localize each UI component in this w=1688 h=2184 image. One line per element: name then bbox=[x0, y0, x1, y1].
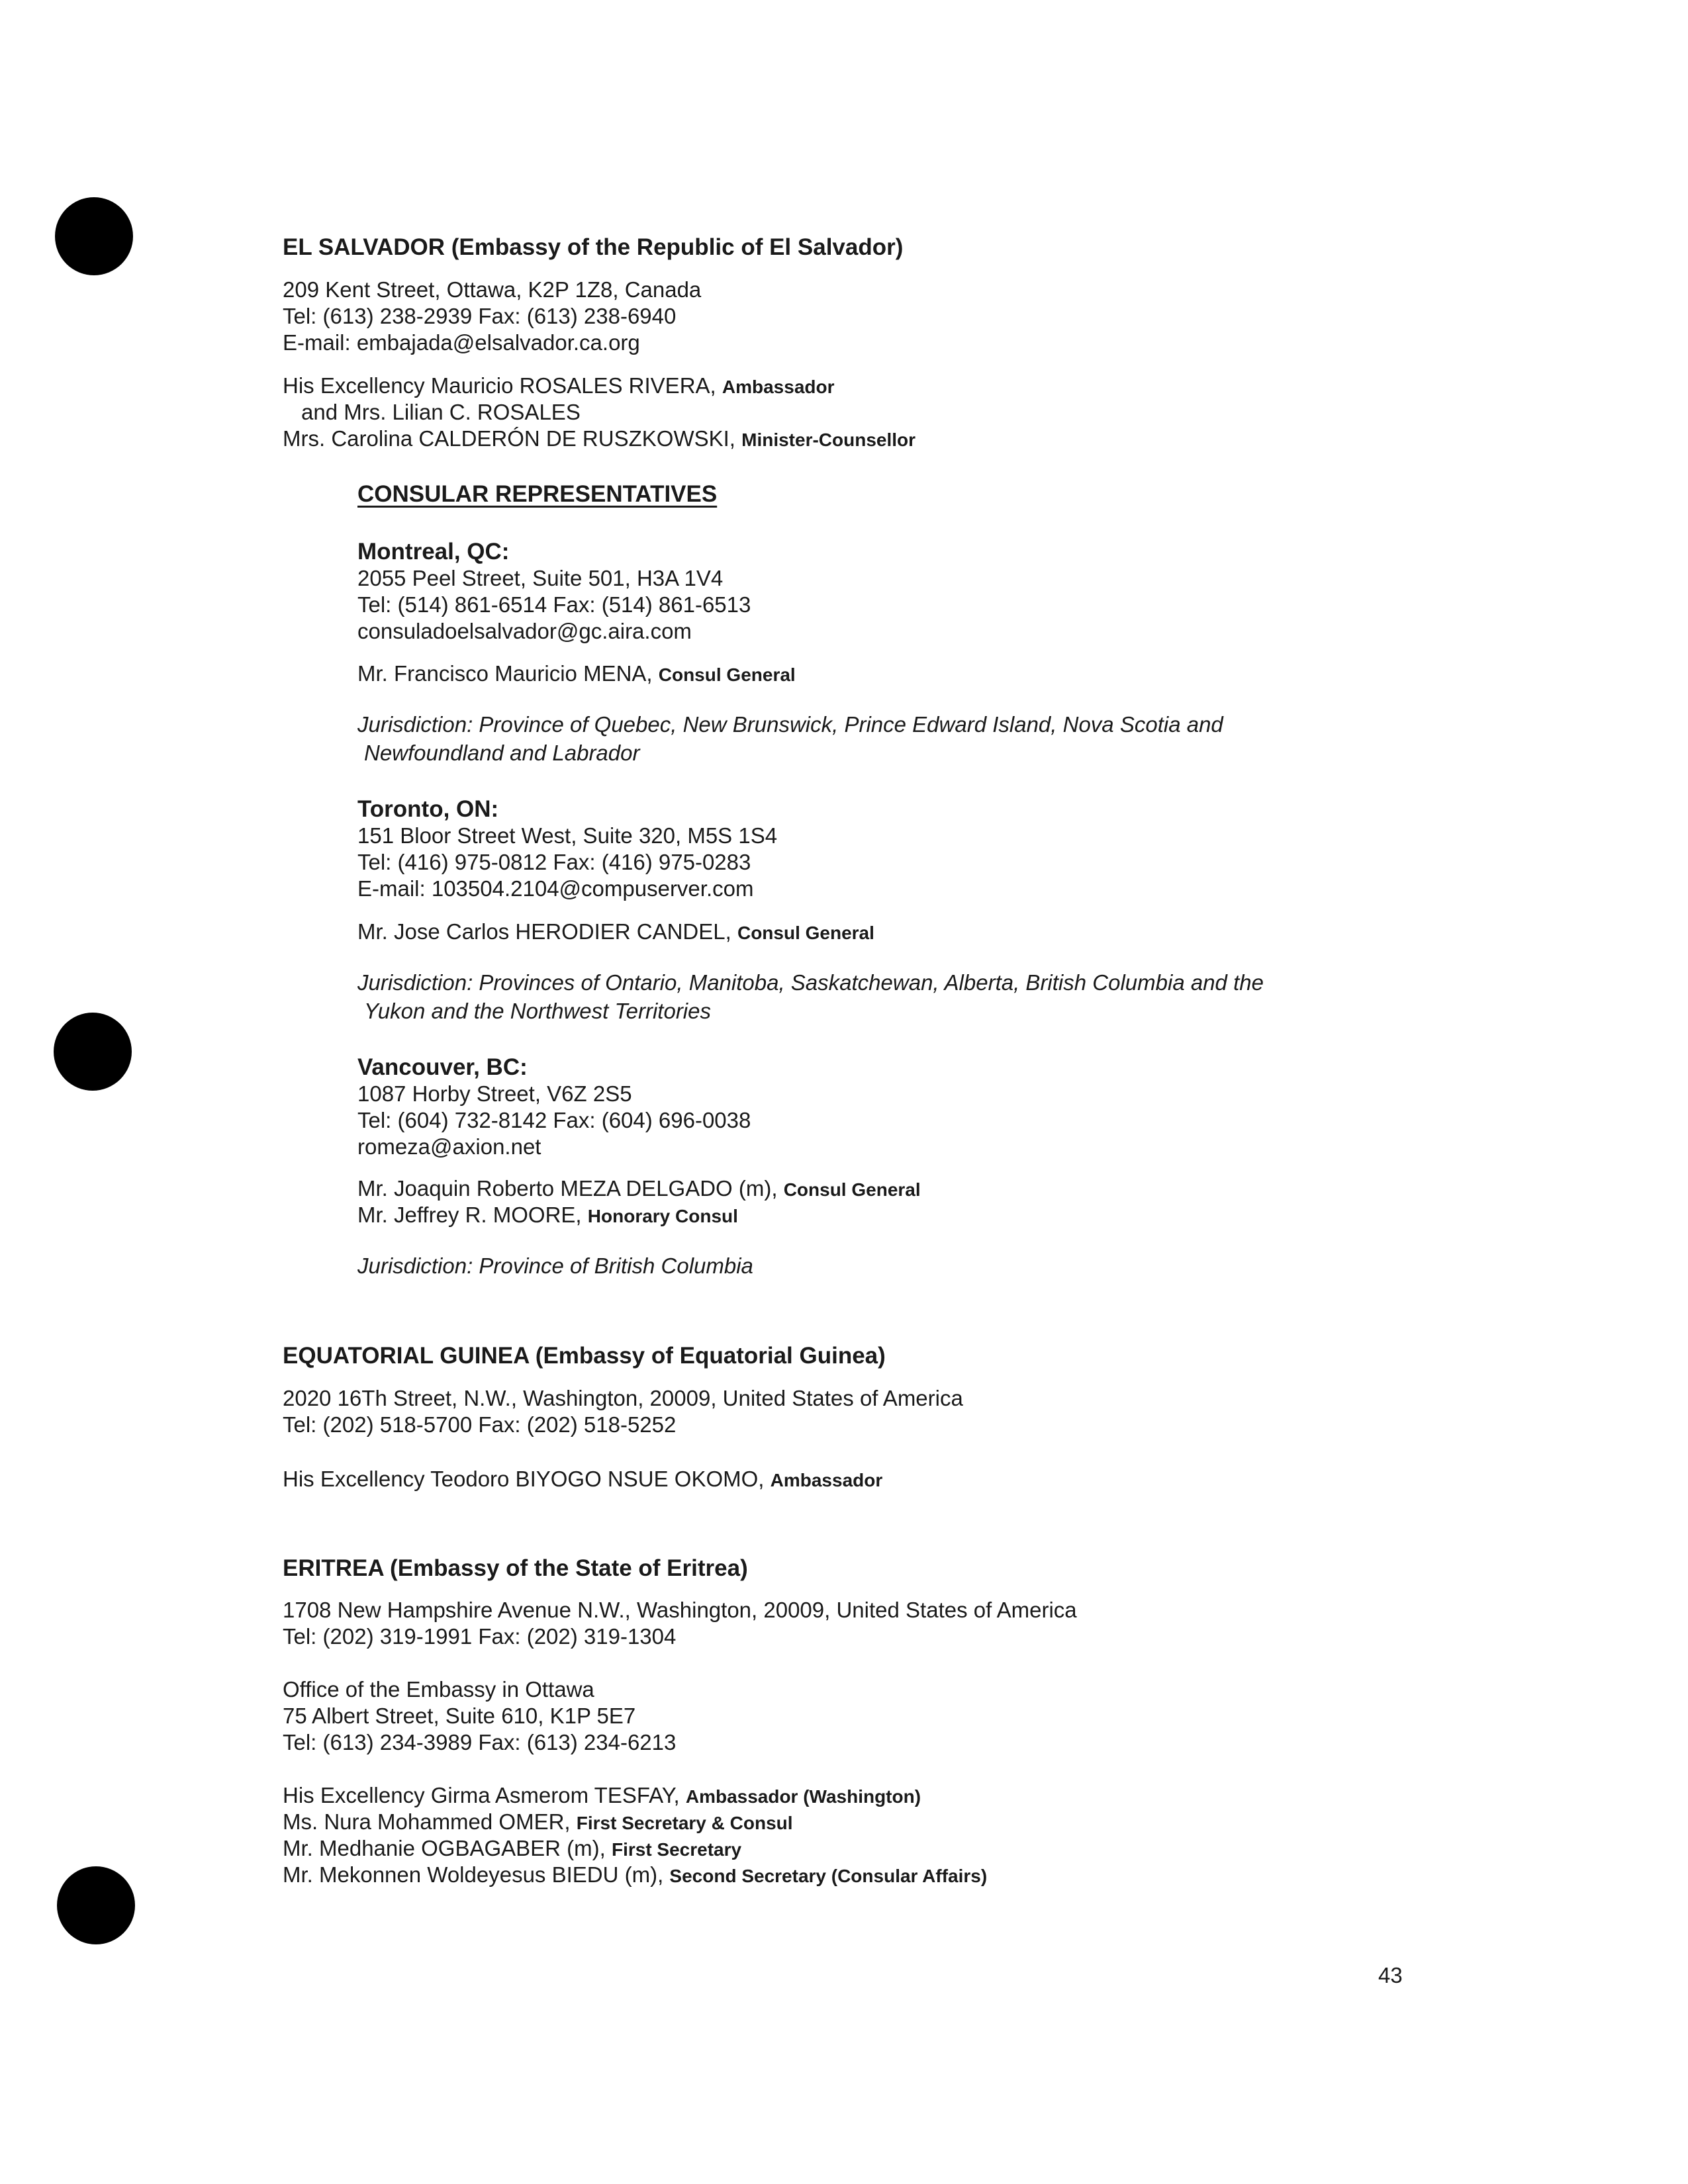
staff-line bbox=[357, 919, 874, 946]
eritrea-address: 1708 New Hampshire Avenue N.W., Washington, 20009, United States of America bbox=[283, 1598, 1077, 1622]
staff-name: His Excellency Teodoro BIYOGO NSUE OKOMO, bbox=[283, 1467, 771, 1491]
consulate-city: Montreal, QC: bbox=[357, 539, 510, 565]
staff-line bbox=[283, 373, 835, 400]
consular-representatives-heading: CONSULAR REPRESENTATIVES bbox=[357, 481, 718, 507]
consulate-tel: Tel: (604) 732-8142 Fax: (604) 696-0038 bbox=[357, 1108, 751, 1132]
staff-name: Mrs. Carolina CALDERÓN DE RUSZKOWSKI, bbox=[283, 426, 742, 451]
consulate-email: consuladoelsalvador@gc.aira.com bbox=[357, 619, 692, 643]
eritrea-tel: Tel: (202) 319-1991 Fax: (202) 319-1304 bbox=[283, 1624, 677, 1649]
staff-name: and Mrs. Lilian C. ROSALES bbox=[301, 400, 581, 424]
equatorial-guinea-tel: Tel: (202) 518-5700 Fax: (202) 518-5252 bbox=[283, 1412, 677, 1437]
staff-title: Ambassador bbox=[770, 1470, 883, 1490]
consulate-city: Vancouver, BC: bbox=[357, 1054, 528, 1080]
eritrea-office-tel: Tel: (613) 234-3989 Fax: (613) 234-6213 bbox=[283, 1730, 677, 1754]
consulate-address: 1087 Horby Street, V6Z 2S5 bbox=[357, 1081, 632, 1106]
staff-title: Consul General bbox=[658, 664, 796, 685]
staff-title: First Secretary & Consul bbox=[576, 1813, 793, 1833]
staff-line bbox=[357, 660, 796, 688]
staff-name: Ms. Nura Mohammed OMER, bbox=[283, 1809, 577, 1834]
staff-title: Honorary Consul bbox=[587, 1206, 738, 1226]
page-number: 43 bbox=[1378, 1963, 1403, 1987]
staff-line bbox=[283, 1809, 793, 1837]
staff-line bbox=[283, 1862, 987, 1889]
consulate-email: romeza@axion.net bbox=[357, 1134, 541, 1159]
staff-name: His Excellency Mauricio ROSALES RIVERA, bbox=[283, 373, 722, 398]
staff-title: Ambassador bbox=[722, 377, 835, 397]
staff-line bbox=[357, 1202, 738, 1230]
el-salvador-email: E-mail: embajada@elsalvador.ca.org bbox=[283, 330, 640, 355]
consulate-address: 151 Bloor Street West, Suite 320, M5S 1S4 bbox=[357, 823, 778, 848]
staff-name: Mr. Jose Carlos HERODIER CANDEL, bbox=[357, 919, 737, 944]
staff-name: Mr. Jeffrey R. MOORE, bbox=[357, 1203, 588, 1227]
punch-hole-top bbox=[55, 197, 133, 275]
eritrea-heading: ERITREA (Embassy of the State of Eritrea) bbox=[283, 1555, 748, 1581]
punch-hole-bottom bbox=[57, 1866, 135, 1944]
el-salvador-address: 209 Kent Street, Ottawa, K2P 1Z8, Canada bbox=[283, 277, 702, 302]
staff-line bbox=[283, 1835, 741, 1863]
jurisdiction-text: Yukon and the Northwest Territories bbox=[364, 999, 711, 1023]
eritrea-office-label: Office of the Embassy in Ottawa bbox=[283, 1677, 594, 1702]
staff-title: First Secretary bbox=[611, 1839, 742, 1860]
staff-name: His Excellency Girma Asmerom TESFAY, bbox=[283, 1783, 686, 1807]
staff-title: Consul General bbox=[737, 923, 874, 943]
jurisdiction-text: Jurisdiction: Province of British Columbia bbox=[357, 1253, 753, 1278]
staff-title: Minister-Counsellor bbox=[741, 430, 916, 450]
el-salvador-tel: Tel: (613) 238-2939 Fax: (613) 238-6940 bbox=[283, 304, 677, 328]
eritrea-office-address: 75 Albert Street, Suite 610, K1P 5E7 bbox=[283, 1704, 636, 1728]
staff-line bbox=[283, 1466, 882, 1494]
el-salvador-heading: EL SALVADOR (Embassy of the Republic of El Salvador) bbox=[283, 234, 904, 260]
staff-name: Mr. Francisco Mauricio MENA, bbox=[357, 661, 659, 686]
staff-title: Ambassador (Washington) bbox=[685, 1786, 921, 1807]
jurisdiction-text: Newfoundland and Labrador bbox=[364, 741, 640, 765]
consulate-tel: Tel: (416) 975-0812 Fax: (416) 975-0283 bbox=[357, 850, 751, 874]
staff-line bbox=[283, 426, 915, 453]
punch-hole-middle bbox=[54, 1013, 132, 1091]
consulate-email: E-mail: 103504.2104@compuserver.com bbox=[357, 876, 754, 901]
equatorial-guinea-address: 2020 16Th Street, N.W., Washington, 20009, United States of America bbox=[283, 1386, 963, 1410]
consulate-tel: Tel: (514) 861-6514 Fax: (514) 861-6513 bbox=[357, 592, 751, 617]
equatorial-guinea-heading: EQUATORIAL GUINEA (Embassy of Equatorial Guinea) bbox=[283, 1343, 886, 1369]
consulate-city: Toronto, ON: bbox=[357, 796, 499, 822]
staff-line bbox=[283, 1782, 921, 1810]
staff-name: Mr. Mekonnen Woldeyesus BIEDU (m), bbox=[283, 1862, 670, 1887]
jurisdiction-text: Jurisdiction: Provinces of Ontario, Manitoba, Saskatchewan, Alberta, British Columbia and the bbox=[357, 970, 1264, 995]
jurisdiction-text: Jurisdiction: Province of Quebec, New Brunswick, Prince Edward Island, Nova Scotia and bbox=[357, 712, 1223, 737]
staff-name: Mr. Medhanie OGBAGABER (m), bbox=[283, 1836, 612, 1860]
consulate-address: 2055 Peel Street, Suite 501, H3A 1V4 bbox=[357, 566, 724, 590]
staff-line bbox=[357, 1175, 921, 1203]
staff-line bbox=[301, 399, 581, 426]
staff-title: Second Secretary (Consular Affairs) bbox=[669, 1866, 988, 1886]
staff-title: Consul General bbox=[783, 1179, 921, 1200]
staff-name: Mr. Joaquin Roberto MEZA DELGADO (m), bbox=[357, 1176, 784, 1201]
